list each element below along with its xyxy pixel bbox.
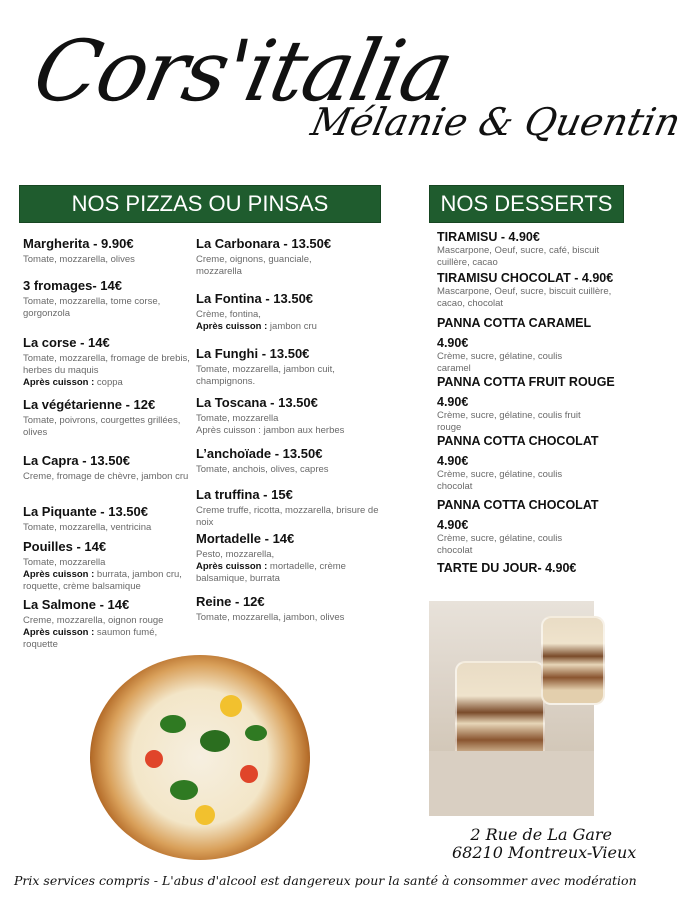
pizza-item xyxy=(23,397,193,439)
pizza-item xyxy=(23,504,193,534)
dessert-item xyxy=(437,270,612,310)
ingredients-text: Tomate, mozzarella, olives xyxy=(23,254,135,265)
pizza-name: Mortadelle - 14€ xyxy=(196,531,295,546)
pizza-name: La truffina - 15€ xyxy=(196,487,293,502)
ingredients-text: Creme truffe, ricotta, mozzarella, brisure de noix xyxy=(196,505,379,528)
footer-note: Prix services compris - L'abus d'alcool est dangereux pour la santé à consommer avec modération xyxy=(14,873,637,888)
pizza-item xyxy=(23,453,193,483)
dessert-name: PANNA COTTA CHOCOLAT xyxy=(437,434,599,448)
after-cooking-label: Après cuisson : xyxy=(23,627,95,638)
pizza-item xyxy=(196,594,346,624)
address-line-2: 68210 Montreux-Vieux xyxy=(452,843,637,862)
pizzas-heading: NOS PIZZAS OU PINSAS xyxy=(19,185,381,223)
ingredients-text: Creme, mozzarella, oignon rouge xyxy=(23,615,164,626)
ingredients-text: Tomate, mozzarella xyxy=(196,413,279,424)
pizza-ingredients xyxy=(23,296,193,320)
ingredients-text: Tomate, mozzarella, fromage de brebis, herbes du maquis xyxy=(23,353,190,376)
pizza-name: L’anchoïade - 13.50€ xyxy=(196,446,323,461)
dessert-item xyxy=(437,315,592,375)
ingredients-text: Tomate, mozzarella, ventricina xyxy=(23,522,152,533)
pizza-item xyxy=(196,395,376,437)
after-cooking-text: mortadelle, crème balsamique, burrata xyxy=(196,561,346,584)
ingredients-text: Creme, oignons, guanciale, mozzarella xyxy=(196,254,312,277)
dessert-name: TIRAMISU - 4.90€ xyxy=(437,230,540,244)
pizza-item xyxy=(196,236,346,278)
address xyxy=(452,825,637,862)
pizza-name: La Carbonara - 13.50€ xyxy=(196,236,332,251)
address-line-1: 2 Rue de La Gare xyxy=(470,825,612,844)
owners-subtitle: Mélanie & Quentin xyxy=(307,100,684,144)
ingredients-text: Tomate, poivrons, courgettes grillées, olives xyxy=(23,415,181,438)
pizza-name: La Salmone - 14€ xyxy=(23,597,130,612)
pizza-item xyxy=(196,291,346,333)
dessert-name: PANNA COTTA CARAMEL xyxy=(437,316,592,330)
after-cooking-text: burrata, jambon cru, roquette, crème balsamique xyxy=(23,569,182,592)
dessert-ingredients: Crème, sucre, gélatine, coulis caramel xyxy=(437,351,563,374)
ingredients-text: Tomate, mozzarella, tome corse, gorgonzola xyxy=(23,296,161,319)
dessert-price: 4.90€ xyxy=(437,518,469,532)
after-cooking-label: Après cuisson : xyxy=(23,377,95,388)
ingredients-text: Tomate, mozzarella xyxy=(23,557,106,568)
ingredients-text: Tomate, anchois, olives, capres xyxy=(196,464,329,475)
pizza-ingredients xyxy=(196,505,386,529)
pizza-name: La Capra - 13.50€ xyxy=(23,453,130,468)
pizza-ingredients xyxy=(23,522,193,534)
pizza-item xyxy=(196,446,376,476)
dessert-name: TARTE DU JOUR- 4.90€ xyxy=(437,561,577,575)
pizza-ingredients xyxy=(23,471,193,483)
tiramisu-photo xyxy=(429,601,594,816)
pizza-ingredients xyxy=(196,612,346,624)
pizza-name: 3 fromages- 14€ xyxy=(23,278,122,293)
ingredients-text: Pesto, mozzarella, xyxy=(196,549,275,560)
dessert-item xyxy=(437,374,615,434)
after-cooking-label: Après cuisson : xyxy=(23,569,95,580)
dessert-ingredients: Mascarpone, Oeuf, sucre, biscuit cuillère, cacao, chocolat xyxy=(437,286,612,309)
after-cooking-text: coppa xyxy=(96,377,123,388)
pizza-ingredients xyxy=(196,309,346,333)
dessert-price: 4.90€ xyxy=(437,454,469,468)
dessert-ingredients: Crème, sucre, gélatine, coulis fruit rouge xyxy=(437,410,581,433)
pizza-name: La Fontina - 13.50€ xyxy=(196,291,314,306)
dessert-item xyxy=(437,560,617,576)
pizza-name: La Toscana - 13.50€ xyxy=(196,395,318,410)
pizza-ingredients xyxy=(196,364,346,388)
dessert-ingredients: Mascarpone, Oeuf, sucre, café, biscuit cuillère, cacao xyxy=(437,245,600,268)
desserts-heading: NOS DESSERTS xyxy=(429,185,624,223)
pizza-ingredients xyxy=(23,415,193,439)
pizza-ingredients xyxy=(23,353,193,389)
dessert-price: 4.90€ xyxy=(437,336,469,350)
pizza-item xyxy=(23,236,193,266)
pizza-item xyxy=(23,539,183,593)
after-cooking-text: jambon cru xyxy=(269,321,317,332)
after-cooking-text: saumon fumé, roquette xyxy=(23,627,158,650)
ingredients-text: Creme, fromage de chèvre, jambon cru xyxy=(23,471,189,482)
pizza-ingredients xyxy=(23,254,193,266)
dessert-name: PANNA COTTA CHOCOLAT xyxy=(437,498,599,512)
ingredients-text: Tomate, mozzarella, jambon, olives xyxy=(196,612,345,623)
dessert-ingredients: Crème, sucre, gélatine, coulis chocolat xyxy=(437,533,563,556)
restaurant-title: Cors'italia xyxy=(25,22,461,120)
pizza-item xyxy=(196,531,371,585)
pizza-item xyxy=(196,346,346,388)
dessert-item xyxy=(437,229,612,269)
pizza-name: Pouilles - 14€ xyxy=(23,539,107,554)
pizza-ingredients xyxy=(196,413,376,437)
pizza-ingredients xyxy=(196,254,346,278)
ingredients-text: Crème, fontina, xyxy=(196,309,261,320)
pizza-ingredients xyxy=(23,557,183,593)
pizza-name: La végétarienne - 12€ xyxy=(23,397,156,412)
dessert-item xyxy=(437,433,599,493)
pizza-ingredients xyxy=(23,615,183,651)
dessert-item xyxy=(437,497,599,557)
pizza-ingredients xyxy=(196,549,371,585)
pizza-item xyxy=(23,278,193,320)
dessert-name: PANNA COTTA FRUIT ROUGE xyxy=(437,375,615,389)
ingredients-text: Tomate, mozzarella, jambon cuit, champignons. xyxy=(196,364,335,387)
pizza-item xyxy=(23,335,193,389)
pizza-item xyxy=(23,597,183,651)
pizza-ingredients xyxy=(196,464,376,476)
pizza-item xyxy=(196,487,386,529)
pizza-photo xyxy=(90,655,310,860)
pizza-name: La Piquante - 13.50€ xyxy=(23,504,148,519)
after-cooking-text: Après cuisson : jambon aux herbes xyxy=(196,425,345,436)
pizza-name: La corse - 14€ xyxy=(23,335,110,350)
pizza-name: La Funghi - 13.50€ xyxy=(196,346,310,361)
after-cooking-label: Après cuisson : xyxy=(196,561,268,572)
dessert-ingredients: Crème, sucre, gélatine, coulis chocolat xyxy=(437,469,563,492)
pizza-name: Margherita - 9.90€ xyxy=(23,236,134,251)
dessert-name: TIRAMISU CHOCOLAT - 4.90€ xyxy=(437,271,614,285)
after-cooking-label: Après cuisson : xyxy=(196,321,268,332)
pizza-name: Reine - 12€ xyxy=(196,594,265,609)
dessert-price: 4.90€ xyxy=(437,395,469,409)
